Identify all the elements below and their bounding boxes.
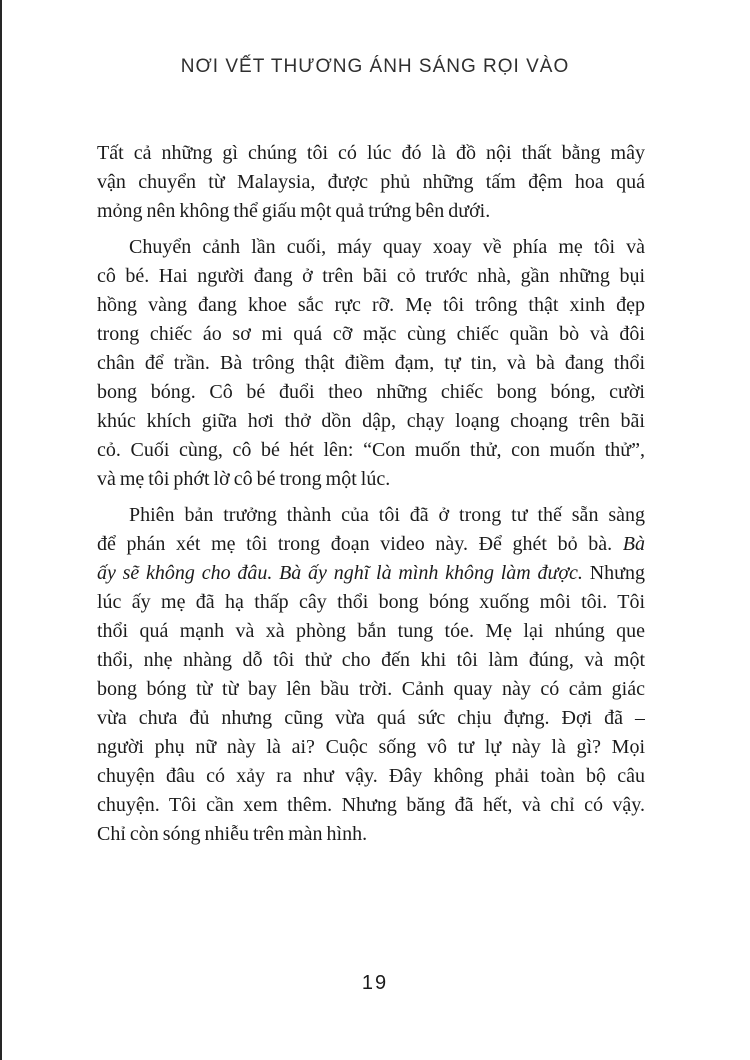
- text-segment: thổi, nhẹ nhàng dỗ tôi thử cho đến khi tôi làm đúng, và một: [97, 649, 645, 671]
- text-line: [97, 378, 645, 407]
- italic-text-segment: Bà: [622, 533, 645, 555]
- text-line: [97, 291, 645, 320]
- text-line: [97, 262, 645, 291]
- text-segment: cô bé. Hai người đang ở trên bãi cỏ trước nhà, gần những bụi: [97, 265, 645, 287]
- text-segment: Chuyển cảnh lần cuối, máy quay xoay về phía mẹ tôi và: [129, 236, 645, 258]
- text-segment: hồng vàng đang khoe sắc rực rỡ. Mẹ tôi trông thật xinh đẹp: [97, 294, 645, 316]
- text-line: [97, 197, 645, 226]
- text-line: [97, 762, 645, 791]
- text-segment: chuyện. Tôi cần xem thêm. Nhưng băng đã hết, và chỉ có vậy.: [97, 794, 645, 816]
- text-line: [97, 349, 645, 378]
- text-line: [97, 733, 645, 762]
- text-segment: trong chiếc áo sơ mi quá cỡ mặc cùng chiếc quần bò và đôi: [97, 323, 645, 345]
- text-line: [97, 139, 645, 168]
- text-line: [97, 791, 645, 820]
- text-line: [97, 501, 645, 530]
- text-line: [97, 436, 645, 465]
- text-line: [97, 320, 645, 349]
- body-text: [97, 139, 645, 849]
- text-line: [97, 675, 645, 704]
- text-segment: khúc khích giữa hơi thở dồn dập, chạy loạng choạng trên bãi: [97, 410, 645, 432]
- text-segment: và mẹ tôi phớt lờ cô bé trong một lúc.: [97, 468, 391, 490]
- paragraph: [97, 139, 645, 226]
- text-line: [97, 646, 645, 675]
- text-segment: người phụ nữ này là ai? Cuộc sống vô tư lự này là gì? Mọi: [97, 736, 645, 758]
- text-segment: để phán xét mẹ tôi trong đoạn video này. Để ghét bỏ bà.: [97, 533, 623, 555]
- text-segment: Nhưng: [582, 562, 645, 584]
- text-segment: bong bóng từ từ bay lên bầu trời. Cảnh quay này có cảm giác: [97, 678, 645, 700]
- page-number: 19: [361, 972, 389, 994]
- text-segment: vừa chưa đủ nhưng cũng vừa quá sức chịu đựng. Đợi đã –: [97, 707, 645, 729]
- text-segment: lúc ấy mẹ đã hạ thấp cây thổi bong bóng xuống môi tôi. Tôi: [97, 591, 645, 613]
- text-segment: chuyện đâu có xảy ra như vậy. Đây không phải toàn bộ câu: [97, 765, 645, 787]
- italic-text-segment: ấy sẽ không cho đâu. Bà ấy nghĩ là mình không làm được.: [97, 562, 583, 584]
- paragraph: [97, 233, 645, 494]
- text-line: [97, 530, 645, 559]
- text-segment: thổi quá mạnh và xà phòng bắn tung tóe. Mẹ lại nhúng que: [97, 620, 645, 642]
- paragraph: [97, 501, 645, 849]
- text-segment: Chỉ còn sóng nhiễu trên màn hình.: [97, 823, 368, 845]
- text-segment: chân để trần. Bà trông thật điềm đạm, tự tin, và bà đang thổi: [97, 352, 645, 374]
- text-line: [97, 820, 645, 849]
- text-line: [97, 465, 645, 494]
- text-segment: Phiên bản trưởng thành của tôi đã ở trong tư thế sẵn sàng: [129, 504, 645, 526]
- text-segment: mỏng nên không thể giấu một quả trứng bên dưới.: [97, 200, 491, 222]
- text-line: [97, 407, 645, 436]
- text-segment: vận chuyển từ Malaysia, được phủ những tấm đệm hoa quá: [97, 171, 645, 193]
- text-line: [97, 559, 645, 588]
- text-segment: Tất cả những gì chúng tôi có lúc đó là đồ nội thất bằng mây: [97, 142, 645, 164]
- page-edge-line: [0, 0, 2, 1060]
- text-line: [97, 233, 645, 262]
- text-line: [97, 168, 645, 197]
- running-header: NƠI VẾT THƯƠNG ÁNH SÁNG RỌI VÀO: [180, 56, 570, 77]
- text-segment: cỏ. Cuối cùng, cô bé hét lên: “Con muốn thử, con muốn thử”,: [97, 439, 645, 461]
- text-line: [97, 704, 645, 733]
- text-line: [97, 617, 645, 646]
- text-line: [97, 588, 645, 617]
- text-segment: bong bóng. Cô bé đuổi theo những chiếc bong bóng, cười: [97, 381, 645, 403]
